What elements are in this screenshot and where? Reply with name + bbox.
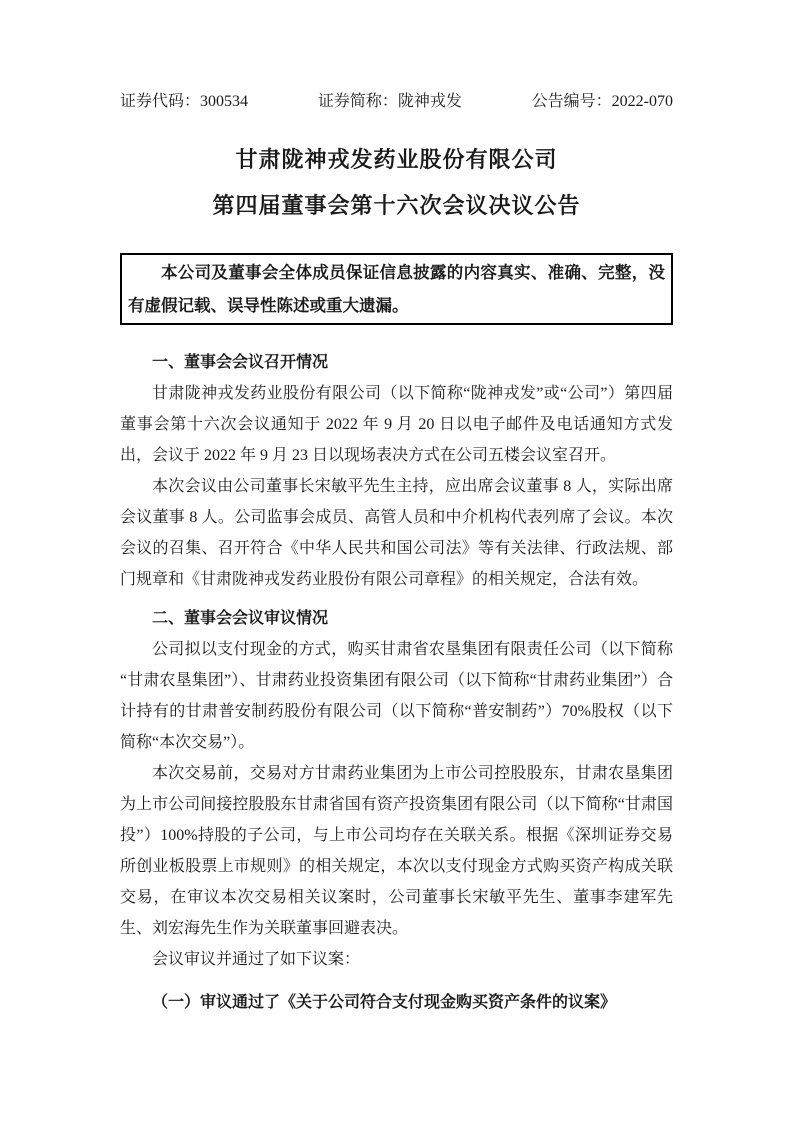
section1-heading: 一、董事会会议召开情况 <box>152 354 329 371</box>
document-header <box>120 0 673 111</box>
section2-heading: 二、董事会会议审议情况 <box>152 610 329 627</box>
section2-paragraph-2: 本次交易前，交易对方甘肃药业集团为上市公司控股股东，甘肃农垦集团为上市公司间接控股股东甘肃省国有资产投资集团有限公司（以下简称“甘肃国投”）100%持股的子公司，与上市公司均存在关联关系。根据《深圳证券交易所创业板股票上市规则》的相关规定，本次以支付现金方式购买资产构成关联交易，在审议本次交易相关议案时，公司董事长宋敏平先生、董事李建军先生、刘宏海先生作为关联董事回避表决。 <box>120 765 673 937</box>
disclaimer-box <box>120 253 673 325</box>
stock-code-label: 证券代码：300534 <box>120 93 249 110</box>
resolution-item-1: （一）审议通过了《关于公司符合支付现金购买资产条件的议案》 <box>152 994 617 1011</box>
section2-paragraph-1: 公司拟以支付现金的方式，购买甘肃省农垦集团有限责任公司（以下简称“甘肃农垦集团”）、甘肃药业投资集团有限公司（以下简称“甘肃药业集团”）合计持有的甘肃普安制药股份有限公司（以下简称“普安制药”）70%股权（以下简称“本次交易”）。 <box>120 641 673 751</box>
section1-paragraph-2: 本次会议由公司董事长宋敏平先生主持，应出席会议董事 8 人，实际出席会议董事 8 人。公司监事会成员、高管人员和中介机构代表列席了会议。本次会议的召集、召开符合《中华人民共和国公司法》等有关法律、行政法规、部门规章和《甘肃陇神戎发药业股份有限公司章程》的相关规定，合法有效。 <box>120 478 673 588</box>
stock-abbr-label: 证券简称：陇神戎发 <box>317 93 462 110</box>
document-title <box>120 137 673 229</box>
page-content <box>120 0 673 1018</box>
document-body <box>120 347 673 1018</box>
section1-paragraph-1: 甘肃陇神戎发药业股份有限公司（以下简称“陇神戎发”或“公司”）第四届董事会第十六次会议通知于 2022 年 9 月 20 日以电子邮件及电话通知方式发出，会议于 2022 年 9 月 23 日以现场表决方式在公司五楼会议室召开。 <box>120 385 673 464</box>
meeting-resolution-title-line: 第四届董事会第十六次会议决议公告 <box>212 193 581 218</box>
announcement-number-label: 公告编号：2022-070 <box>531 93 673 110</box>
section2-paragraph-3: 会议审议并通过了如下议案： <box>152 951 361 968</box>
disclaimer-text: 本公司及董事会全体成员保证信息披露的内容真实、准确、完整，没有虚假记载、误导性陈述或重大遗漏。 <box>128 263 665 315</box>
company-name-title-line: 甘肃陇神戎发药业股份有限公司 <box>235 147 558 172</box>
